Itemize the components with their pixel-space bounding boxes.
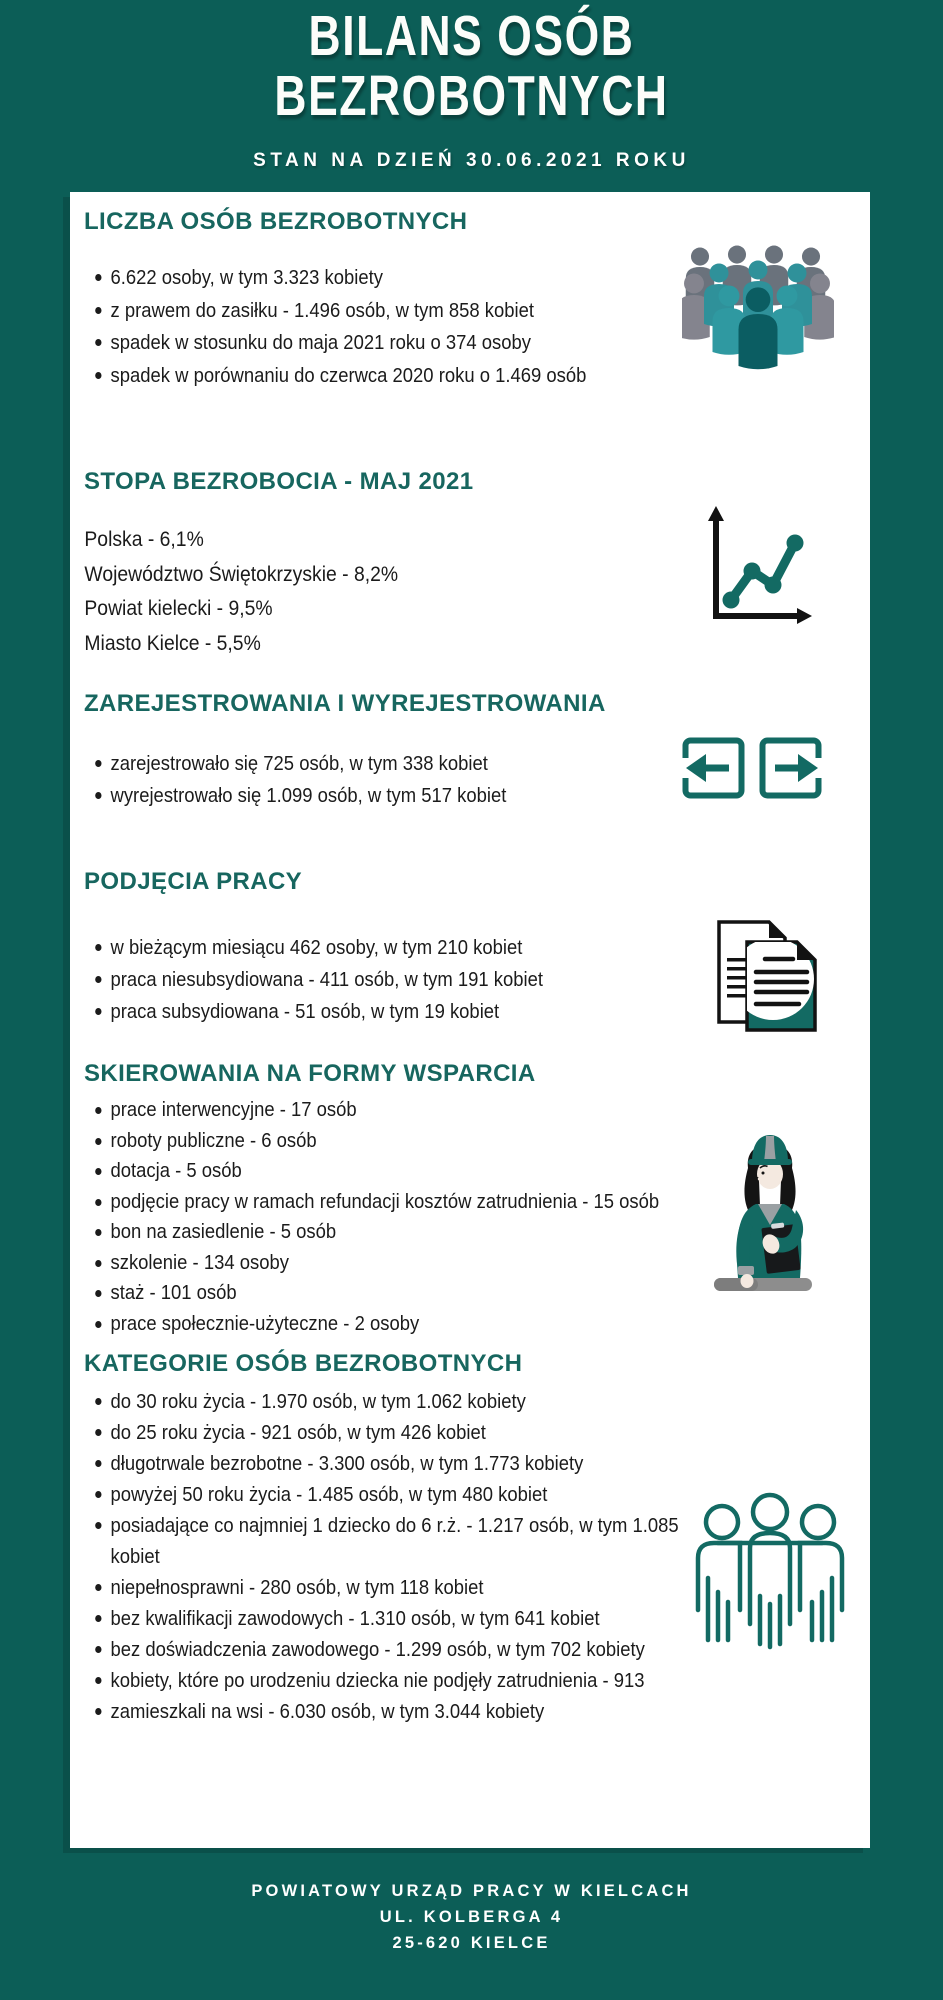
section-title: KATEGORIE OSÓB BEZROBOTNYCH (84, 1350, 523, 1377)
bullet-list (93, 1386, 723, 1727)
list-item: staż - 101 osób (93, 1278, 705, 1309)
list-item: zarejestrowało się 725 osób, w tym 338 kobiet (93, 748, 651, 780)
section-title: LICZBA OSÓB BEZROBOTNYCH (84, 208, 468, 235)
list-item: podjęcie pracy w ramach refundacji kosztów zatrudnienia - 15 osób (93, 1187, 705, 1218)
list-item: roboty publiczne - 6 osób (93, 1126, 705, 1157)
list-item: Polska - 6,1% (84, 527, 204, 551)
crowd-icon (682, 244, 834, 374)
documents-icon (715, 918, 819, 1034)
line-chart-icon (698, 504, 816, 624)
list-item: powyżej 50 roku życia - 1.485 osób, w tym 480 kobiet (93, 1479, 723, 1510)
line-list (84, 522, 624, 660)
page-title-line2: BEZROBOTNYCH (274, 64, 669, 128)
list-item: prace interwencyjne - 17 osób (93, 1095, 705, 1126)
list-item: Powiat kielecki - 9,5% (84, 596, 273, 620)
transfer-arrows-icon (682, 737, 822, 799)
list-item: posiadające co najmniej 1 dziecko do 6 r.ż. - 1.217 osób, w tym 1.085 kobiet (93, 1510, 723, 1572)
bullet-list (93, 262, 633, 392)
list-item: 25-620 KIELCE (392, 1934, 551, 1952)
bullet-list (93, 1095, 705, 1339)
list-item: z prawem do zasiłku - 1.496 osób, w tym 858 kobiet (93, 295, 633, 328)
list-item: kobiety, które po urodzeniu dziecka nie podjęły zatrudnienia - 913 (93, 1665, 723, 1696)
section-title: ZAREJESTROWANIA I WYREJESTROWANIA (84, 690, 606, 717)
list-item: dotacja - 5 osób (93, 1156, 705, 1187)
page-title-line1: BILANS OSÓB (308, 4, 635, 68)
page-title (104, 6, 840, 126)
list-item: niepełnosprawni - 280 osób, w tym 118 kobiet (93, 1572, 723, 1603)
list-item: szkolenie - 134 osoby (93, 1248, 705, 1279)
bullet-list (93, 932, 669, 1028)
page-header (0, 0, 943, 172)
bullet-list (93, 748, 651, 812)
list-item: bez doświadczenia zawodowego - 1.299 osób, w tym 702 kobiety (93, 1634, 723, 1665)
list-item: spadek w porównaniu do czerwca 2020 roku o 1.469 osób (93, 360, 633, 393)
content-card (70, 192, 870, 1848)
list-item: spadek w stosunku do maja 2021 roku o 374 osoby (93, 327, 633, 360)
list-item: do 25 roku życia - 921 osób, w tym 426 kobiet (93, 1417, 723, 1448)
section-title: STOPA BEZROBOCIA - MAJ 2021 (84, 468, 474, 495)
list-item: w bieżącym miesiącu 462 osoby, w tym 210 kobiet (93, 932, 669, 964)
worker-icon (708, 1128, 830, 1300)
section-title: SKIEROWANIA NA FORMY WSPARCIA (84, 1060, 536, 1087)
list-item: prace społecznie-użyteczne - 2 osoby (93, 1309, 705, 1340)
list-item: do 30 roku życia - 1.970 osób, w tym 1.062 kobiety (93, 1386, 723, 1417)
list-item: UL. KOLBERGA 4 (379, 1908, 564, 1926)
footer (0, 1878, 943, 1956)
group-icon (690, 1492, 850, 1650)
list-item: bon na zasiedlenie - 5 osób (93, 1217, 705, 1248)
list-item: Miasto Kielce - 5,5% (84, 630, 261, 655)
footer-lines (0, 1878, 943, 1956)
list-item: praca subsydiowana - 51 osób, w tym 19 kobiet (93, 996, 669, 1028)
section-title: PODJĘCIA PRACY (84, 868, 303, 895)
list-item: praca niesubsydiowana - 411 osób, w tym 191 kobiet (93, 964, 669, 996)
list-item: 6.622 osoby, w tym 3.323 kobiety (93, 262, 633, 295)
list-item: bez kwalifikacji zawodowych - 1.310 osób, w tym 641 kobiet (93, 1603, 723, 1634)
list-item: długotrwale bezrobotne - 3.300 osób, w tym 1.773 kobiety (93, 1448, 723, 1479)
list-item: POWIATOWY URZĄD PRACY W KIELCACH (251, 1882, 692, 1900)
list-item: Województwo Świętokrzyskie - 8,2% (84, 561, 399, 586)
list-item: wyrejestrowało się 1.099 osób, w tym 517 kobiet (93, 780, 651, 812)
list-item: zamieszkali na wsi - 6.030 osób, w tym 3.044 kobiety (93, 1696, 723, 1727)
page-subtitle: STAN NA DZIEŃ 30.06.2021 ROKU (253, 150, 690, 171)
